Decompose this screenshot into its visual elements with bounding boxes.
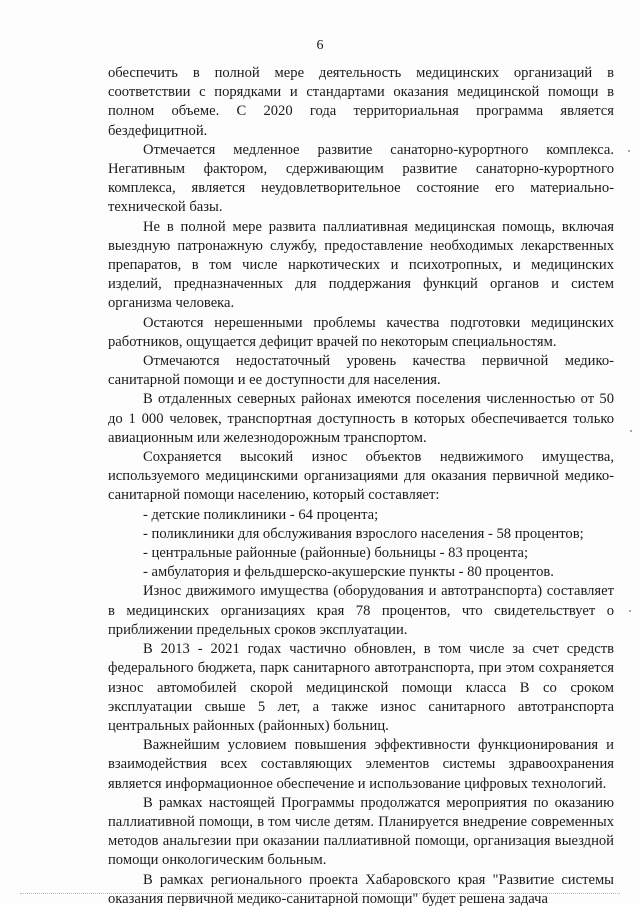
list-item: - поликлиники для обслуживания взрослого населения - 58 процентов;	[143, 525, 584, 542]
paragraph: В 2013 - 2021 годах частично обновлен, в том числе за счет средств федерального бюджета, парк санитарного автотранспорта, при этом сохраняется износ автомобилей скорой медицинской помощи класса В со сроком эксплуатации свыше 5 лет, а также износ санитарного автотранспорта центральных районных (районных) больниц.	[108, 641, 614, 734]
paragraph: В отдаленных северных районах имеются поселения численностью от 50 до 1 000 человек, транспортная доступность в которых обеспечивается только авиационным или железнодорожным транспортом.	[108, 391, 614, 446]
paragraph: обеспечить в полной мере деятельность медицинских организаций в соответствии с порядками и стандартами оказания медицинской помощи в полном объеме. С 2020 года территориальная программа является бездефицитной.	[108, 65, 614, 139]
paragraph: Важнейшим условием повышения эффективности функционирования и взаимодействия всех составляющих элементов системы здравоохранения является информационное обеспечение и использование цифровых технологий.	[108, 737, 614, 792]
list-item: - центральные районные (районные) больницы - 83 процента;	[143, 545, 529, 562]
paragraph: В рамках настоящей Программы продолжатся мероприятия по оказанию паллиативной помощи, в том числе детям. Планируется внедрение современных методов анальгезии при оказании паллиативной помощи, организация выездной помощи онкологическим больным.	[108, 794, 614, 869]
scan-speck	[629, 610, 631, 612]
paragraph: В рамках регионального проекта Хабаровского края "Развитие системы оказания первичной медико-санитарной помощи" будет решена задача	[108, 871, 614, 907]
list-item: - амбулатория и фельдшерско-акушерские пункты - 80 процентов.	[143, 564, 554, 581]
scan-edge-dots	[20, 893, 620, 894]
body-text	[108, 64, 614, 909]
scan-speck	[630, 430, 632, 432]
paragraph: Сохраняется высокий износ объектов недвижимого имущества, используемого медицинскими организациями для оказания первичной медико-санитарной помощи населению, который составляет:	[108, 449, 614, 504]
paragraph: Износ движимого имущества (оборудования и автотранспорта) составляет в медицинских организациях края 78 процентов, что свидетельствует о приближении предельных сроков эксплуатации.	[108, 583, 614, 638]
scan-speck	[628, 150, 630, 152]
paragraph: Не в полной мере развита паллиативная медицинская помощь, включая выездную патронажную службу, предоставление необходимых лекарственных препаратов, в том числе наркотических и психотропных, и медицинских изделий, предназначенных для поддержания функций органов и систем организма человека.	[108, 218, 614, 312]
paragraph: Отмечаются недостаточный уровень качества первичной медико-санитарной помощи и ее доступности для населения.	[108, 353, 614, 389]
page-number: 6	[316, 38, 324, 53]
list-item: - детские поликлиники - 64 процента;	[143, 506, 379, 523]
paragraph: Отмечается медленное развитие санаторно-курортного комплекса. Негативным фактором, сдерживающим развитие санаторно-курортного комплекса, является неудовлетворительное состояние его материально-технической базы.	[108, 141, 614, 216]
paragraph: Остаются нерешенными проблемы качества подготовки медицинских работников, ощущается дефицит врачей по некоторым специальностям.	[108, 314, 614, 350]
